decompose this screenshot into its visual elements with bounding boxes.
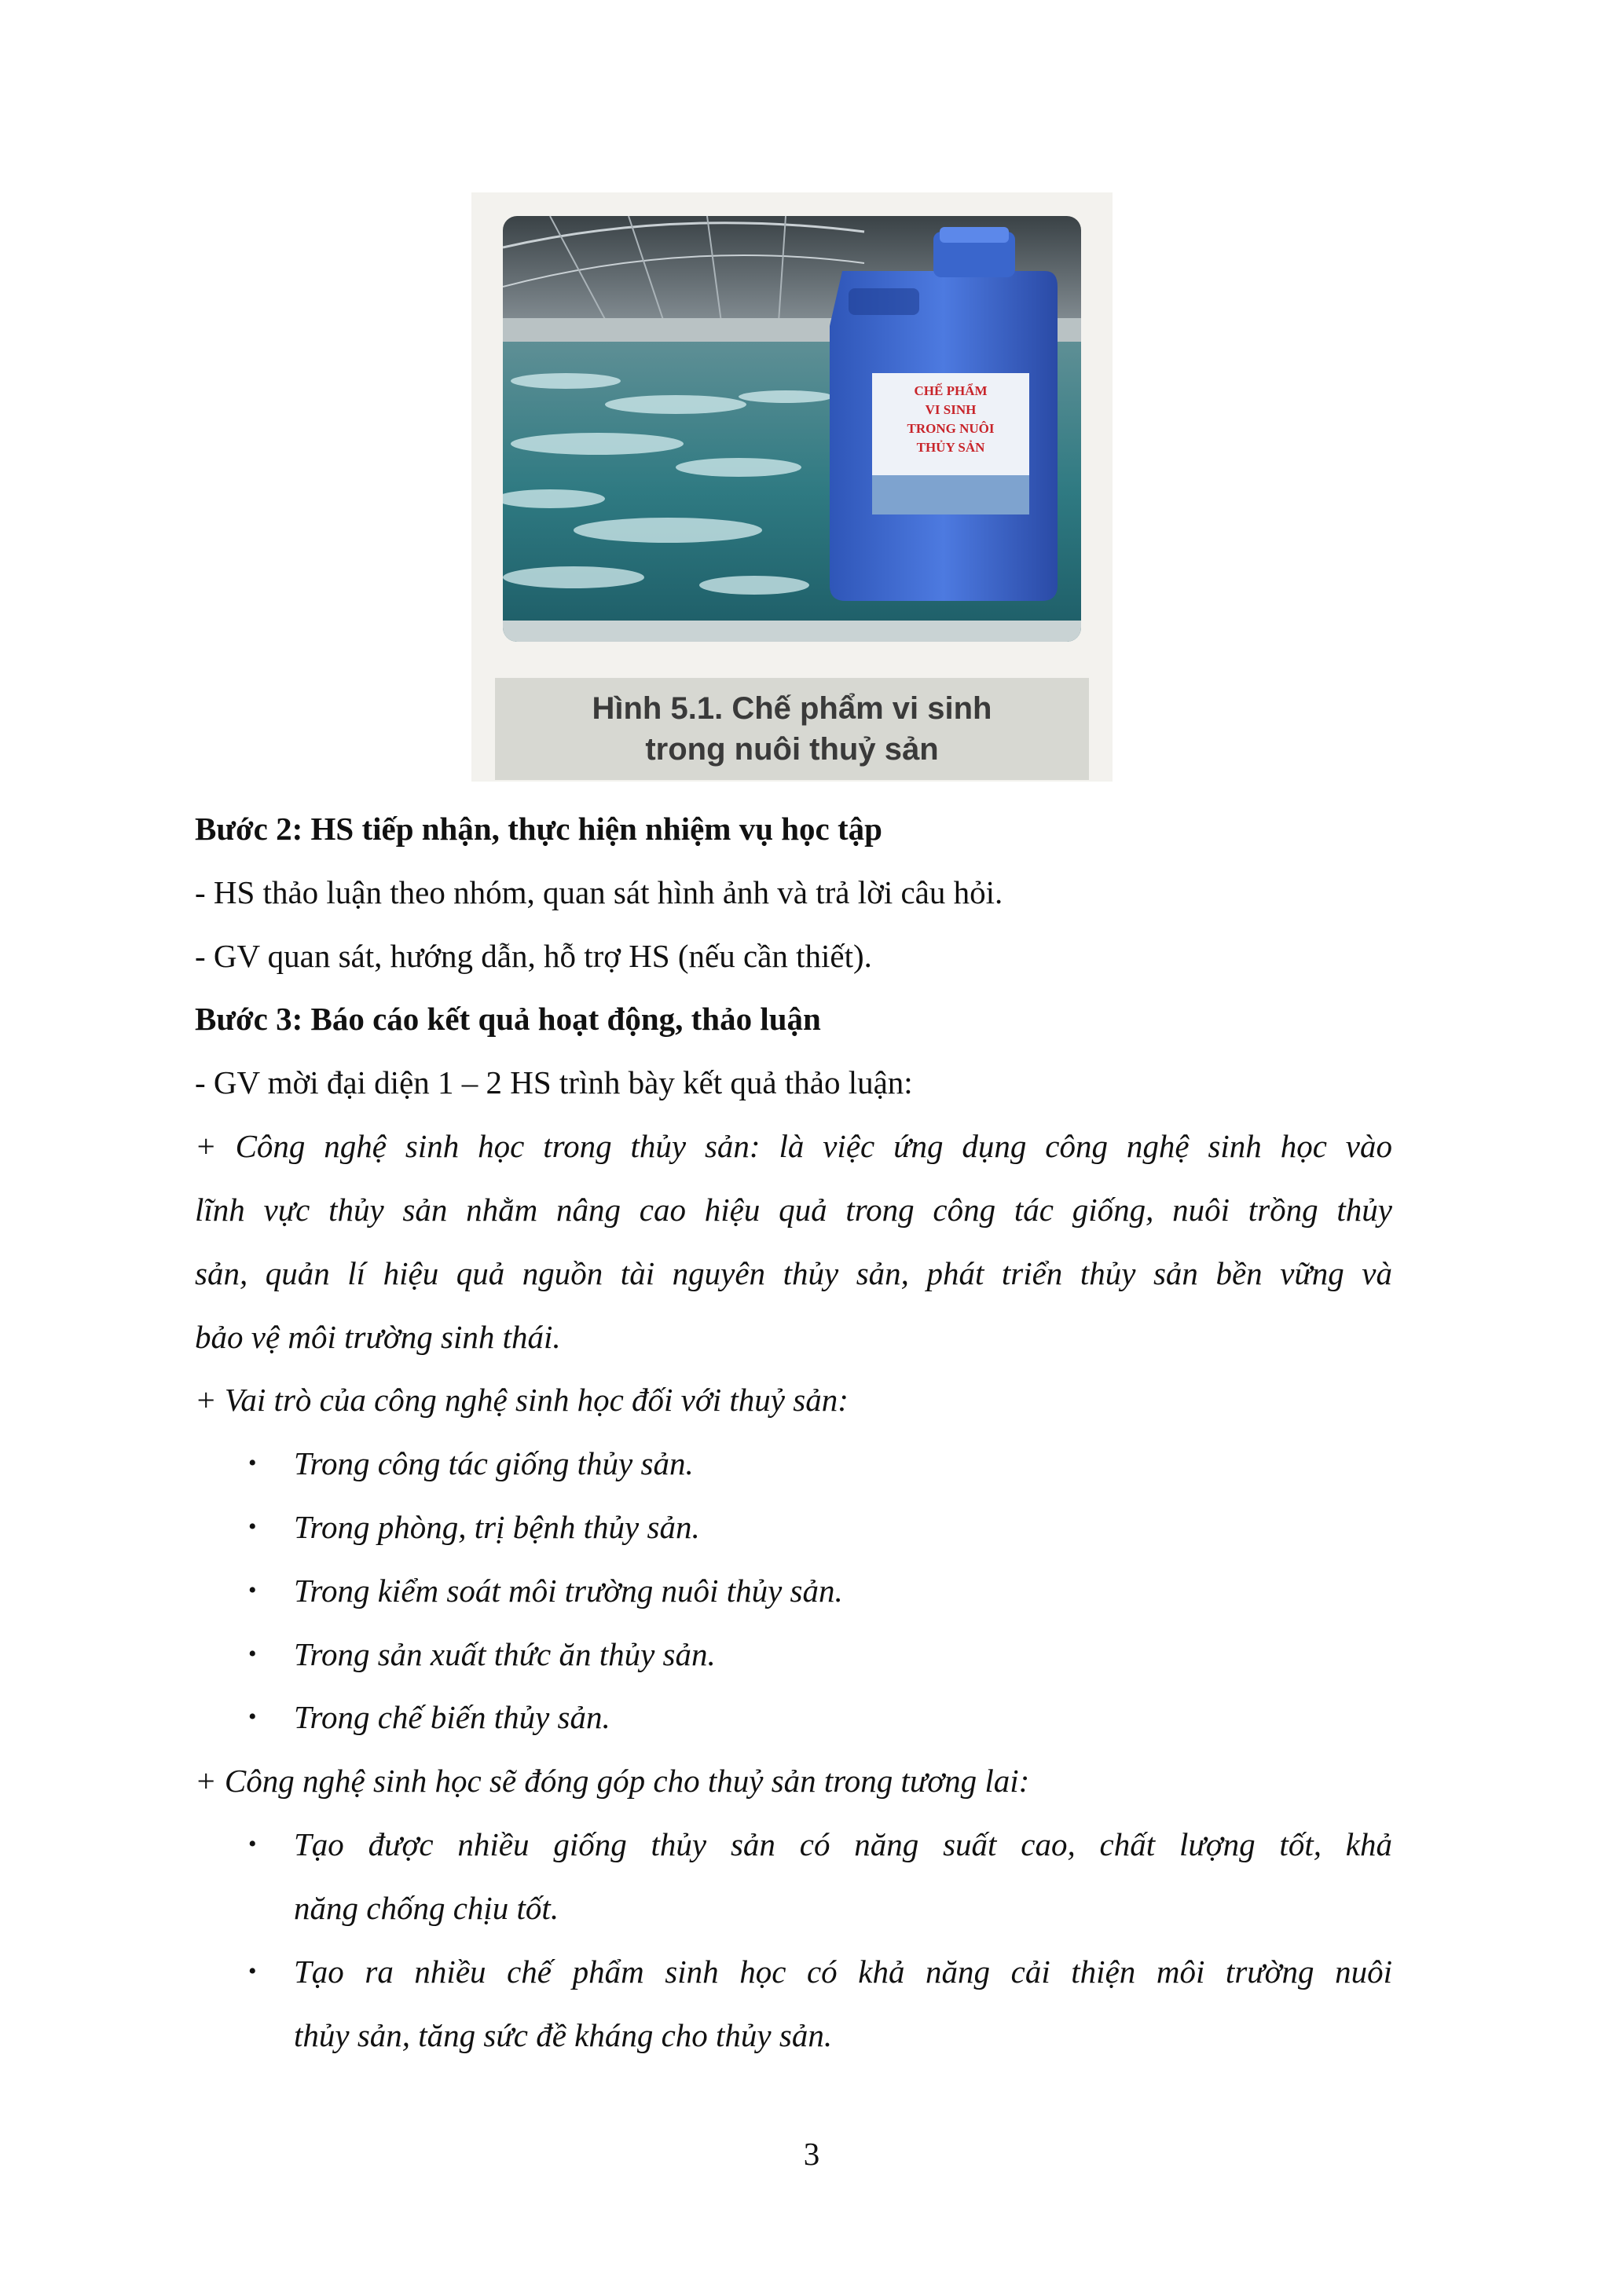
bullet-icon: •: [248, 1704, 257, 1730]
role-item: Trong phòng, trị bệnh thủy sản.: [294, 1509, 700, 1545]
role-heading: + Vai trò của công nghệ sinh học đối với thuỷ sản:: [195, 1382, 849, 1418]
step3-heading: Bước 3: Báo cáo kết quả hoạt động, thảo luận: [195, 1001, 821, 1037]
figure-caption-line-1: Hình 5.1. Chế phẩm vi sinh: [592, 691, 992, 726]
role-item: Trong công tác giống thủy sản.: [294, 1445, 694, 1481]
definition-line-1: + Công nghệ sinh học trong thủy sản: là việc ứng dụng công nghệ sinh học vào: [195, 1128, 1392, 1164]
future-item-1-line-1: Tạo được nhiều giống thủy sản có năng suất cao, chất lượng tốt, khả: [294, 1826, 1392, 1862]
jug-label-line-3: TRONG NUÔI: [907, 421, 995, 436]
figure-caption: [495, 678, 1089, 780]
bullet-icon: •: [248, 1958, 257, 1984]
aquaculture-photo: [503, 216, 1081, 642]
step2-item-2: - GV quan sát, hướng dẫn, hỗ trợ HS (nếu cần thiết).: [195, 938, 872, 974]
figure-5-1: [471, 192, 1113, 782]
figure-caption-line-2: trong nuôi thuỷ sản: [645, 732, 939, 767]
jug-label-line-2: VI SINH: [925, 402, 977, 417]
definition-line-2: lĩnh vực thủy sản nhằm nâng cao hiệu quả trong công tác giống, nuôi trồng thủy: [195, 1192, 1392, 1228]
future-heading: + Công nghệ sinh học sẽ đóng góp cho thuỷ sản trong tương lai:: [195, 1763, 1030, 1799]
step2-heading: Bước 2: HS tiếp nhận, thực hiện nhiệm vụ học tập: [195, 811, 882, 847]
role-item: Trong chế biến thủy sản.: [294, 1699, 610, 1735]
step2-item-1: - HS thảo luận theo nhóm, quan sát hình ảnh và trả lời câu hỏi.: [195, 874, 1003, 910]
bullet-icon: •: [248, 1641, 257, 1667]
future-item-2-line-1: Tạo ra nhiều chế phẩm sinh học có khả năng cải thiện môi trường nuôi: [294, 1954, 1392, 1990]
jug-label-line-4: THỦY SẢN: [916, 440, 985, 455]
pond-and-probiotic-jug-illustration: [503, 216, 1081, 642]
definition-line-4: bảo vệ môi trường sinh thái.: [195, 1319, 561, 1355]
page-number: 3: [803, 2136, 820, 2172]
bullet-icon: •: [248, 1577, 257, 1603]
bullet-icon: •: [248, 1514, 257, 1540]
future-item-1-line-2: năng chống chịu tốt.: [294, 1890, 559, 1926]
role-item: Trong sản xuất thức ăn thủy sản.: [294, 1636, 716, 1672]
jug-label-line-1: CHẾ PHẨM: [914, 383, 988, 398]
step3-intro: - GV mời đại diện 1 – 2 HS trình bày kết quả thảo luận:: [195, 1064, 913, 1100]
bullet-icon: •: [248, 1450, 257, 1476]
bullet-icon: •: [248, 1831, 257, 1857]
future-item-2-line-2: thủy sản, tăng sức đề kháng cho thủy sản.: [294, 2017, 833, 2053]
definition-line-3: sản, quản lí hiệu quả nguồn tài nguyên thủy sản, phát triển thủy sản bền vững và: [195, 1255, 1392, 1291]
role-item: Trong kiểm soát môi trường nuôi thủy sản.: [294, 1573, 843, 1609]
